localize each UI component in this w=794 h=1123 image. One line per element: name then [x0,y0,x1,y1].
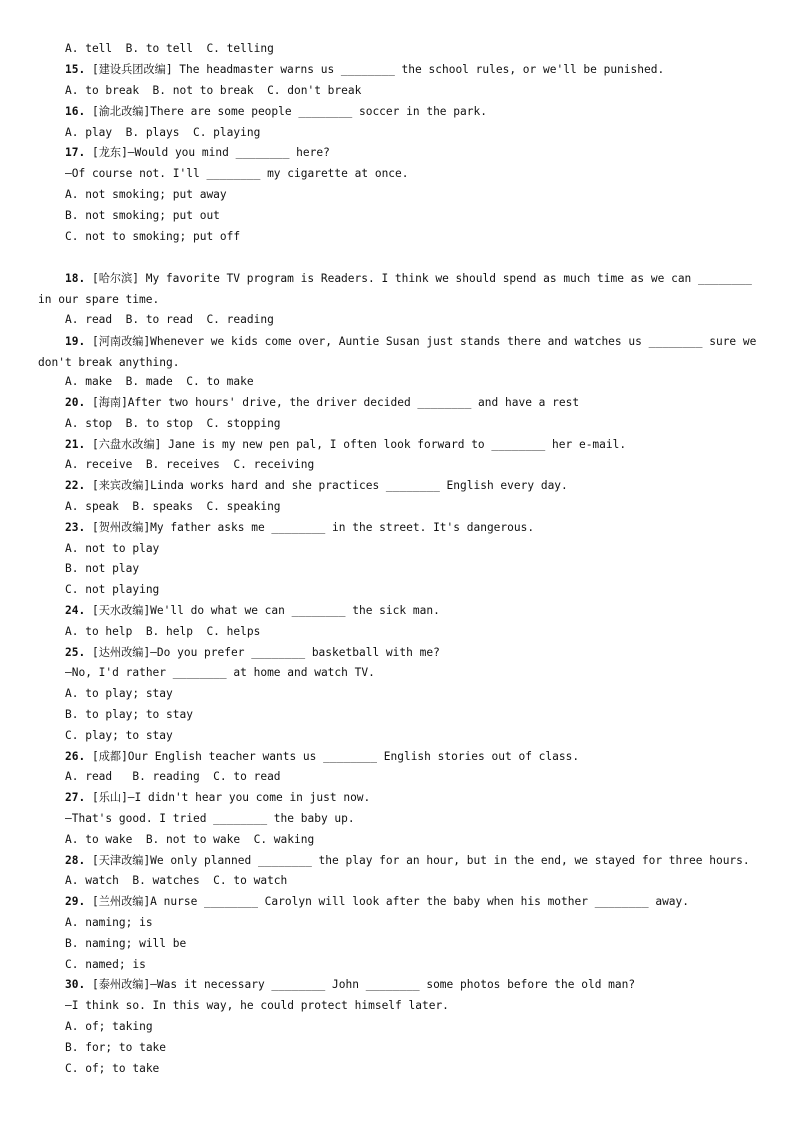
question-24: 24. [天水改编]We'll do what we can ________ the sick man. [65,604,440,617]
option-line: C. not to smoking; put off [65,230,241,243]
question-19: 19. [河南改编]Whenever we kids come over, Auntie Susan just stands there and watches us ________ sure we don't break anything. [38,335,757,369]
question-28: 28. [天津改编]We only planned ________ the play for an hour, but in the end, we stayed for three hours. [65,854,750,867]
question-22: 22. [来宾改编]Linda works hard and she practices ________ English every day. [65,479,568,492]
question-25: 25. [达州改编]—Do you prefer ________ basketball with me? [65,646,440,659]
question-30: 30. [泰州改编]—Was it necessary ________ John ________ some photos before the old man? [65,978,636,991]
dialogue-line: —No, I'd rather ________ at home and watch TV. [65,666,375,679]
option-line: B. not play [65,562,140,575]
question-27: 27. [乐山]—I didn't hear you come in just now. [65,791,371,804]
dialogue-line: —I think so. In this way, he could protect himself later. [65,999,449,1012]
question-20: 20. [海南]After two hours' drive, the driver decided ________ and have a rest [65,396,580,409]
option-line: C. not playing [65,583,160,596]
option-line: B. for; to take [65,1041,167,1054]
option-line: A. read B. to read C. reading [65,313,274,326]
option-line: A. stop B. to stop C. stopping [65,417,281,430]
option-line: A. to wake B. not to wake C. waking [65,833,315,846]
option-line: B. to play; to stay [65,708,193,721]
option-line: C. of; to take [65,1062,160,1075]
question-21: 21. [六盘水改编] Jane is my new pen pal, I often look forward to ________ her e-mail. [65,438,627,451]
option-line: A. receive B. receives C. receiving [65,458,315,471]
question-29: 29. [兰州改编]A nurse ________ Carolyn will look after the baby when his mother ________ away. [65,895,690,908]
option-line: B. naming; will be [65,937,187,950]
question-16: 16. [渝北改编]There are some people ________ soccer in the park. [65,105,487,118]
question-15: 15. [建设兵团改编] The headmaster warns us ________ the school rules, or we'll be punished. [65,63,665,76]
option-line: A. not smoking; put away [65,188,227,201]
option-line: C. play; to stay [65,729,173,742]
option-line: A. speak B. speaks C. speaking [65,500,281,513]
option-line: A. to help B. help C. helps [65,625,261,638]
question-18: 18. [哈尔滨] My favorite TV program is Readers. I think we should spend as much time as we can ________ in our spare time. [38,272,752,306]
option-line: A. to play; stay [65,687,173,700]
question-23: 23. [贺州改编]My father asks me ________ in the street. It's dangerous. [65,521,535,534]
option-line: A. read B. reading C. to read [65,770,281,783]
option-line: A. watch B. watches C. to watch [65,874,288,887]
option-line: B. not smoking; put out [65,209,220,222]
option-line: A. naming; is [65,916,153,929]
option-line: A. of; taking [65,1020,153,1033]
option-line: A. tell B. to tell C. telling [65,42,274,55]
option-line: A. to break B. not to break C. don't break [65,84,362,97]
question-17: 17. [龙东]—Would you mind ________ here? [65,146,330,159]
dialogue-line: —Of course not. I'll ________ my cigarette at once. [65,167,409,180]
option-line: A. make B. made C. to make [65,375,254,388]
question-26: 26. [成都]Our English teacher wants us ________ English stories out of class. [65,750,580,763]
dialogue-line: —That's good. I tried ________ the baby up. [65,812,355,825]
option-line: C. named; is [65,958,146,971]
option-line: A. play B. plays C. playing [65,126,261,139]
option-line: A. not to play [65,542,160,555]
